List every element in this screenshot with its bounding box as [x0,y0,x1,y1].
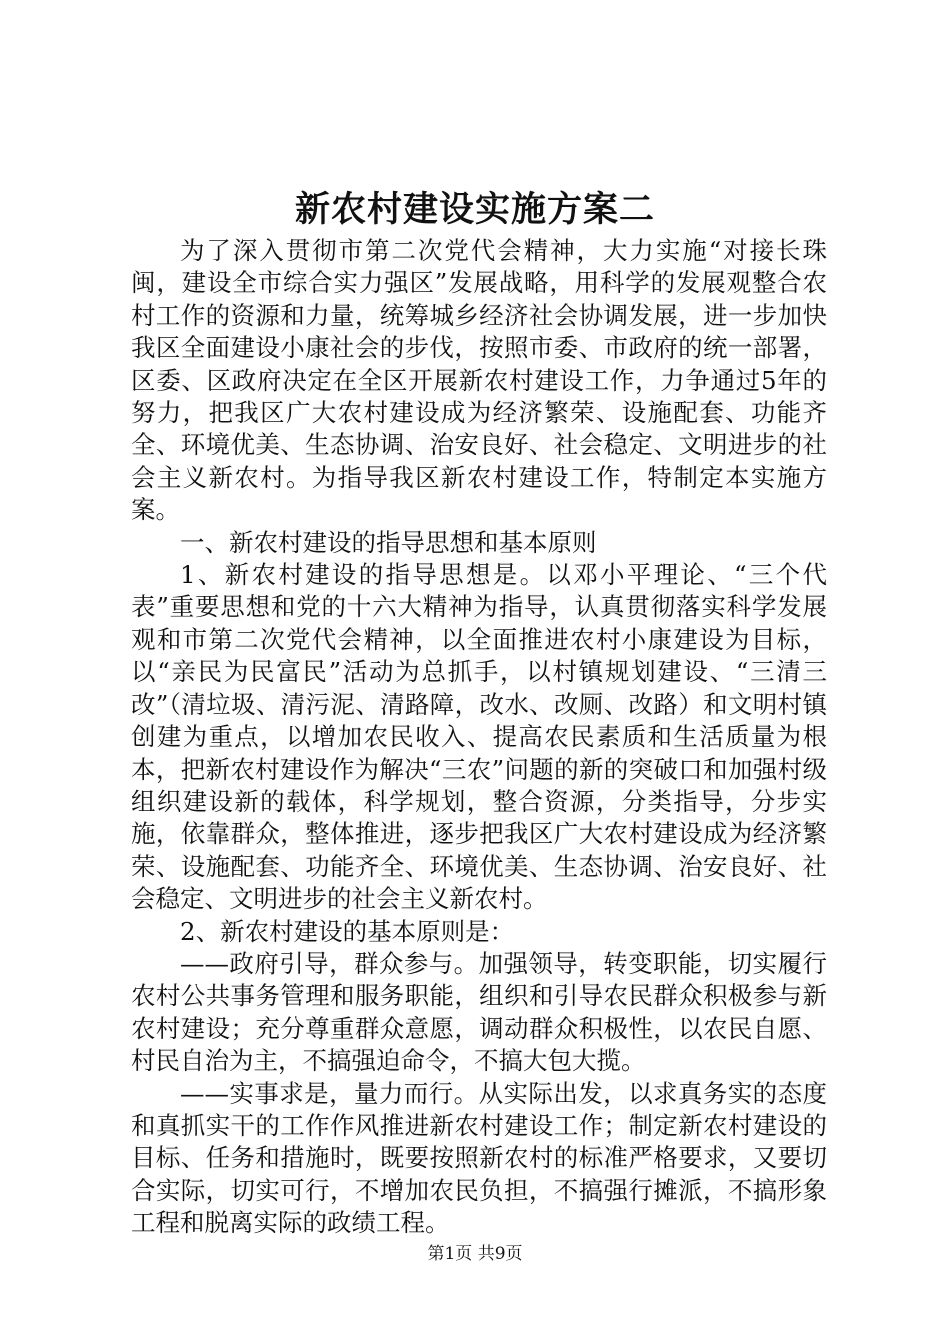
document-body [131,235,827,1240]
paragraph-intro: 为了深入贯彻市第二次党代会精神，大力实施“对接长珠闽，建设全市综合实力强区”发展战略，用科学的发展观整合农村工作的资源和力量，统筹城乡经济社会协调发展，进一步加快我区全面建设小康社会的步伐，按照市委、市政府的统一部署，区委、区政府决定在全区开展新农村建设工作，力争通过5年的努力，把我区广大农村建设成为经济繁荣、设施配套、功能齐全、环境优美、生态协调、治安良好、社会稳定、文明进步的社会主义新农村。为指导我区新农村建设工作，特制定本实施方案。 [131,236,827,525]
section-heading-1: 一、新农村建设的指导思想和基本原则 [180,527,597,557]
paragraph-guiding-ideology: 1、新农村建设的指导思想是。以邓小平理论、“三个代表”重要思想和党的十六大精神为指导，认真贯彻落实科学发展观和市第二次党代会精神，以全面推进农村小康建设为目标，以“亲民为民富民”活动为总抓手，以村镇规划建设、“三清三改”（清垃圾、清污泥、清路障，改水、改厕、改路）和文明村镇创建为重点，以增加农民收入、提高农民素质和生活质量为根本，把新农村建设作为解决“三农”问题的新的突破口和加强村级组织建设新的载体，科学规划，整合资源，分类指导，分步实施，依靠群众，整体推进，逐步把我区广大农村建设成为经济繁荣、设施配套、功能齐全、环境优美、生态协调、治安良好、社会稳定、文明进步的社会主义新农村。 [131,560,827,914]
paragraph-principle-seek-truth: ——实事求是，量力而行。从实际出发，以求真务实的态度和真抓实干的工作作风推进新农村建设工作；制定新农村建设的目标、任务和措施时，既要按照新农村的标准严格要求，又要切合实际，切实可行，不增加农民负担，不搞强行摊派，不搞形象工程和脱离实际的政绩工程。 [131,1078,827,1238]
page-number: 第1页 [427,1244,473,1264]
document-title: 新农村建设实施方案二 [294,189,655,230]
paragraph-principle-government-guidance: ——政府引导，群众参与。加强领导，转变职能，切实履行农村公共事务管理和服务职能，组织和引导农民群众积极参与新农村建设；充分尊重群众意愿，调动群众积极性，以农民自愿、村民自治为主，不搞强迫命令，不搞大包大揽。 [131,948,827,1076]
page-footer [0,1243,950,1265]
paragraph-basic-principles: 2、新农村建设的基本原则是： [180,916,515,946]
page-total: 共9页 [477,1244,523,1264]
